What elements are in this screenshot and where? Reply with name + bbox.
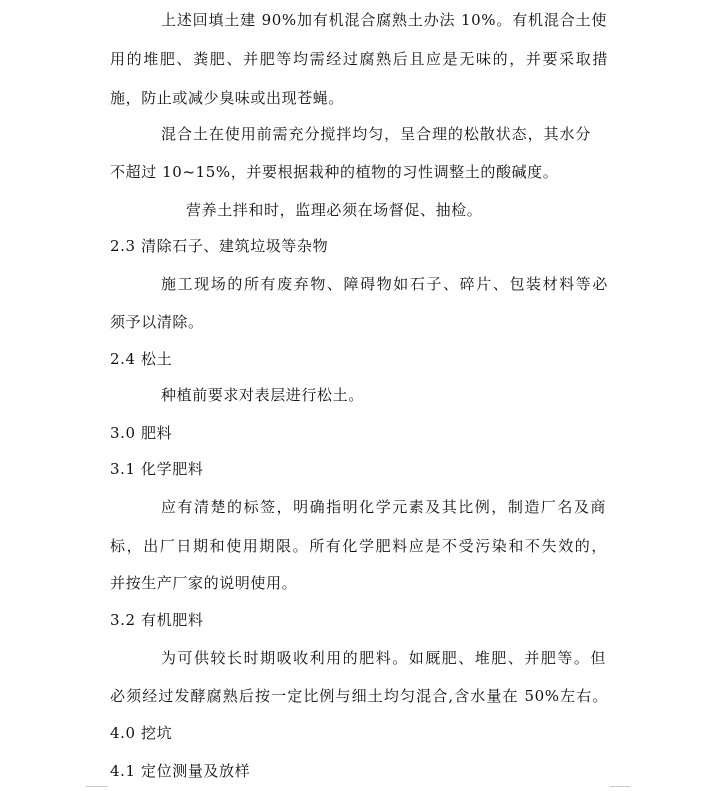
left-corner-mark	[86, 786, 108, 787]
section-heading-4-0: 4.0 挖坑	[110, 724, 173, 742]
paragraph-line-11: 种植前要求对表层进行松土。	[161, 386, 364, 404]
section-heading-4-1: 4.1 定位测量及放样	[110, 762, 251, 780]
section-heading-2-4: 2.4 松土	[110, 350, 173, 368]
paragraph-line-15: 标，出厂日期和使用期限。所有化学肥料应是不受污染和不失效的，	[110, 537, 607, 555]
paragraph-line-2: 用的堆肥、粪肥、并肥等均需经过腐熟后且应是无味的，并要采取措	[110, 50, 608, 68]
paragraph-line-18: 为可供较长时期吸收利用的肥料。如厩肥、堆肥、并肥等。但	[161, 649, 606, 667]
paragraph-line-3: 施，防止或减少臭味或出现苍蝇。	[110, 89, 345, 107]
paragraph-line-9: 须予以清除。	[110, 313, 204, 331]
page-corner-marks	[0, 786, 716, 791]
section-heading-3-2: 3.2 有机肥料	[110, 611, 204, 629]
right-corner-mark	[609, 786, 631, 787]
section-heading-2-3: 2.3 清除石子、建筑垃圾等杂物	[110, 237, 329, 255]
paragraph-line-8: 施工现场的所有废弃物、障碍物如石子、碎片、包装材料等必	[161, 275, 608, 293]
paragraph-line-19: 必须经过发酵腐熟后按一定比例与细土均匀混合,含水量在 50%左右。	[110, 687, 608, 705]
section-heading-3-0: 3.0 肥料	[110, 424, 173, 442]
paragraph-line-16: 并按生产厂家的说明使用。	[110, 574, 298, 592]
paragraph-line-4: 混合土在使用前需充分搅拌均匀，呈合理的松散状态，其水分	[161, 125, 591, 143]
paragraph-line-6: 营养土拌和时，监理必须在场督促、抽检。	[186, 201, 483, 219]
section-heading-3-1: 3.1 化学肥料	[110, 460, 204, 478]
paragraph-line-5: 不超过 10~15%，并要根据栽种的植物的习性调整土的酸碱度。	[110, 163, 559, 181]
paragraph-line-14: 应有清楚的标签，明确指明化学元素及其比例，制造厂名及商	[161, 498, 606, 516]
paragraph-line-1: 上述回填土建 90%加有机混合腐熟土办法 10%。有机混合土使	[161, 11, 607, 29]
